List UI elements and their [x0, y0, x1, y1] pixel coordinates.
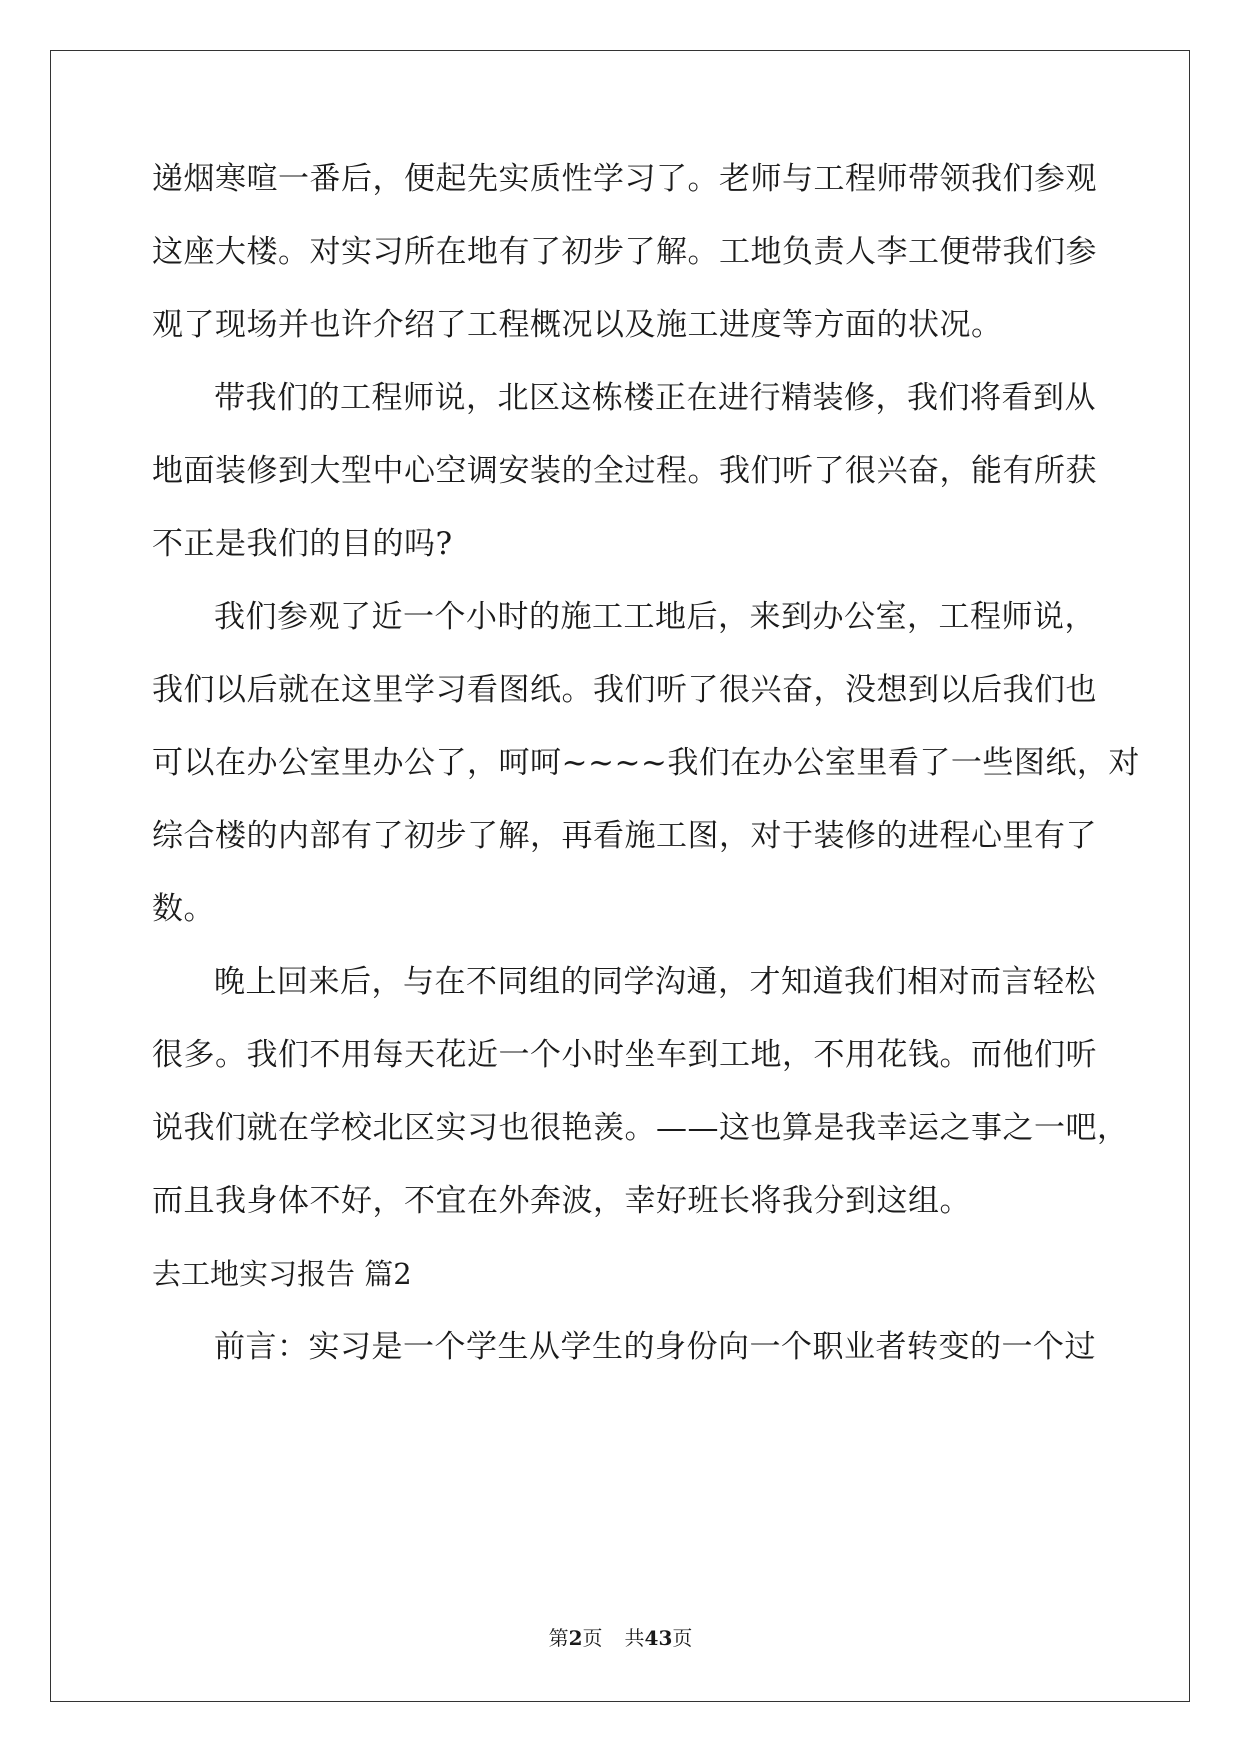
text-line: 我们参观了近一个小时的施工工地后，来到办公室，工程师说，	[214, 599, 1096, 635]
text-line: 晚上回来后，与在不同组的同学沟通，才知道我们相对而言轻松	[214, 964, 1096, 1000]
text-line: 递烟寒喧一番后，便起先实质性学习了。老师与工程师带领我们参观	[152, 161, 1097, 197]
text-line: 前言：实习是一个学生从学生的身份向一个职业者转变的一个过	[214, 1329, 1096, 1365]
paragraph-4	[152, 964, 1129, 1219]
page-prefix: 第	[548, 1626, 569, 1650]
text-line: 带我们的工程师说，北区这栋楼正在进行精装修，我们将看到从	[214, 380, 1096, 416]
paragraph-2	[152, 380, 1097, 562]
text-line: 很多。我们不用每天花近一个小时坐车到工地，不用花钱。而他们听	[152, 1037, 1097, 1073]
total-pages: 43	[644, 1626, 673, 1650]
paragraph-3	[152, 599, 1140, 927]
paragraph-1	[152, 161, 1097, 343]
text-line: 不正是我们的目的吗?	[152, 526, 453, 562]
text-line: 这座大楼。对实习所在地有了初步了解。工地负责人李工便带我们参	[152, 234, 1097, 270]
section-heading: 去工地实习报告 篇2	[152, 1257, 412, 1291]
page-suffix: 页	[582, 1626, 603, 1650]
text-line: 说我们就在学校北区实习也很艳羡。——这也算是我幸运之事之一吧，	[152, 1110, 1129, 1146]
text-line: 数。	[152, 891, 215, 927]
page-footer	[0, 1626, 1241, 1650]
text-line: 观了现场并也许介绍了工程概况以及施工进度等方面的状况。	[152, 307, 1003, 343]
total-prefix: 共	[624, 1626, 645, 1650]
text-line: 我们以后就在这里学习看图纸。我们听了很兴奋，没想到以后我们也	[152, 672, 1097, 708]
text-line: 地面装修到大型中心空调安装的全过程。我们听了很兴奋，能有所获	[152, 453, 1097, 489]
document-body	[152, 161, 1140, 1365]
text-line: 可以在办公室里办公了，呵呵~~~~我们在办公室里看了一些图纸，对	[152, 745, 1140, 781]
text-line: 综合楼的内部有了初步了解，再看施工图，对于装修的进程心里有了	[152, 818, 1097, 854]
page-number: 2	[568, 1626, 583, 1650]
total-suffix: 页	[672, 1626, 693, 1650]
paragraph-5	[152, 1329, 1096, 1365]
text-line: 而且我身体不好，不宜在外奔波，幸好班长将我分到这组。	[152, 1183, 971, 1219]
